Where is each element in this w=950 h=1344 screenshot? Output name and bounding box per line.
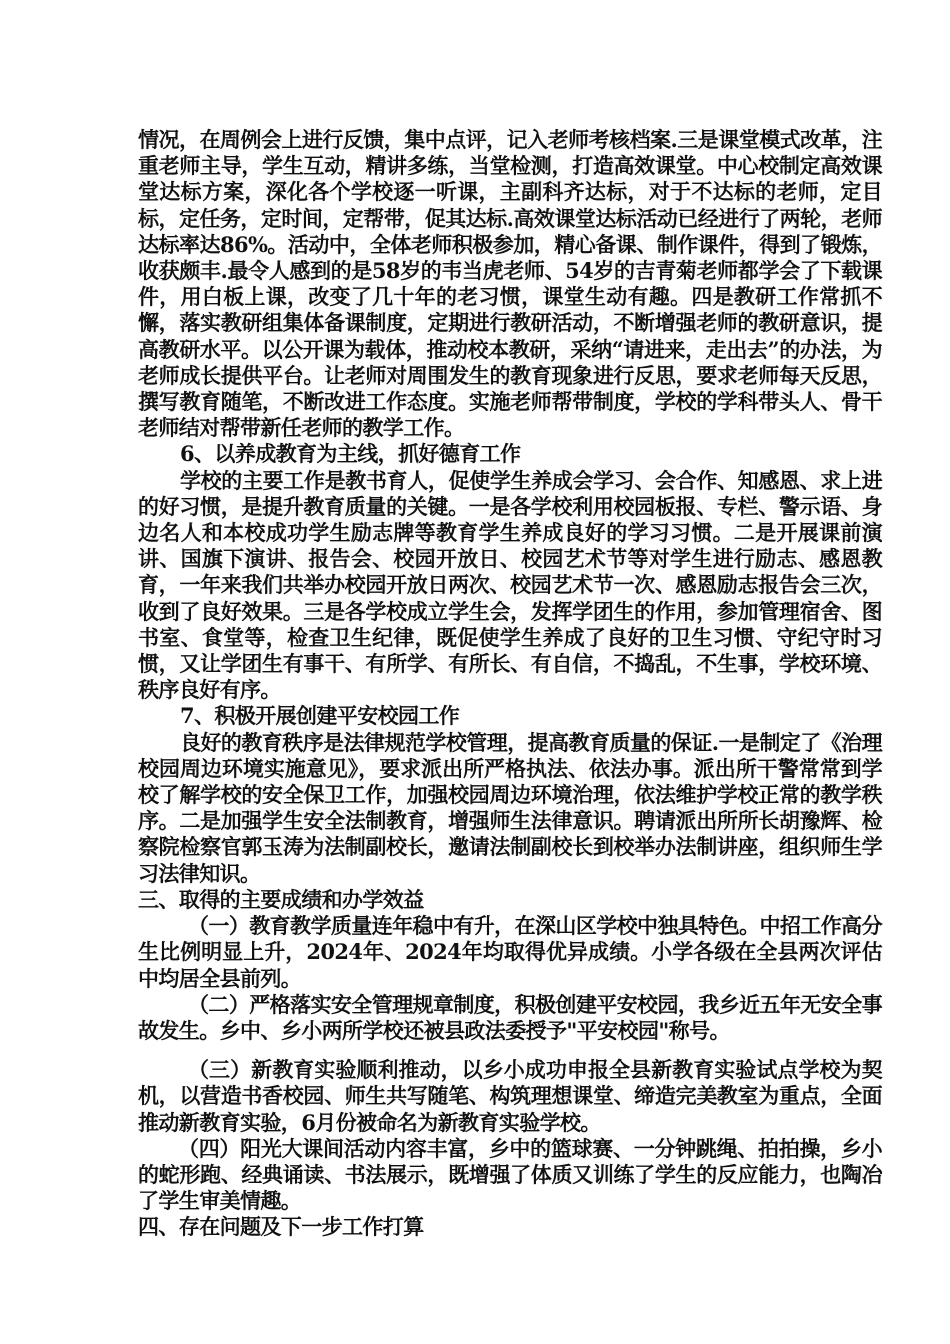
paragraph-achievement-1: （一）教育教学质量连年稳中有升，在深山区学校中独具特色。中招工作高分生比例明显上升，2024年、2024年均取得优异成绩。小学各级在全县两次评估中均居全县前列。 [138,913,882,991]
paragraph-safe-campus: 良好的教育秩序是法律规范学校管理，提高教育质量的保证.一是制定了《治理校园周边环境实施意见》，要求派出所严格执法、依法办事。派出所干警常常到学校了解学校的安全保卫工作，加强校园周边环境治理，依法维护学校正常的教学秩序。二是加强学生安全法制教育，增强师生法律意识。聘请派出所所长胡豫辉、检察院检察官郭玉涛为法制副校长，邀请法制副校长到校举办法制讲座，组织师生学习法律知识。 [138,729,882,886]
paragraph-achievement-3: （三）新教育实验顺利推动，以乡小成功申报全县新教育实验试点学校为契机，以营造书香校园、师生共写随笔、构筑理想课堂、缔造完美教室为重点，全面推动新教育实验，6月份被命名为新教育实验学校。 [138,1057,882,1135]
section-heading-problems: 四、存在问题及下一步工作打算 [138,1214,424,1240]
document-body [138,127,882,1241]
heading-safe-campus: 7、积极开展创建平安校园工作 [180,703,460,729]
heading-moral-education: 6、以养成教育为主线，抓好德育工作 [180,441,521,467]
paragraph-achievement-2: （二）严格落实安全管理规章制度，积极创建平安校园，我乡近五年无安全事故发生。乡中、乡小两所学校还被县政法委授予"平安校园"称号。 [138,991,882,1043]
paragraph-moral-education: 学校的主要工作是教书育人，促使学生养成会学习、会合作、知感恩、求上进的好习惯，是提升教育质量的关键。一是各学校利用校园板报、专栏、警示语、身边名人和本校成功学生励志牌等教育学生养成良好的学习习惯。二是开展课前演讲、国旗下演讲、报告会、校园开放日、校园艺术节等对学生进行励志、感恩教育，一年来我们共举办校园开放日两次、校园艺术节一次、感恩励志报告会三次，收到了良好效果。三是各学校成立学生会，发挥学团生的作用，参加管理宿舍、图书室、食堂等，检查卫生纪律，既促使学生养成了良好的卫生习惯、守纪守时习惯，又让学团生有事干、有所学、有所长、有自信，不捣乱，不生事，学校环境、秩序良好有序。 [138,467,882,703]
paragraph-gap [138,1044,882,1057]
section-heading-achievements: 三、取得的主要成绩和办学效益 [138,886,424,912]
paragraph-teaching-reform: 情况，在周例会上进行反馈，集中点评，记入老师考核档案.三是课堂模式改革，注重老师主导，学生互动，精讲多练，当堂检测，打造高效课堂。中心校制定高效课堂达标方案，深化各个学校逐一听课，主副科齐达标，对于不达标的老师，定目标，定任务，定时间，定帮带，促其达标.高效课堂达标活动已经进行了两轮，老师达标率达86%。活动中，全体老师积极参加，精心备课、制作课件，得到了锻炼，收获颇丰.最令人感到的是58岁的韦当虎老师、54岁的吉青菊老师都学会了下载课件，用白板上课，改变了几十年的老习惯，课堂生动有趣。四是教研工作常抓不懈，落实教研组集体备课制度，定期进行教研活动，不断增强老师的教研意识，提高教研水平。以公开课为载体，推动校本教研，采纳“请进来，走出去”的办法，为老师成长提供平台。让老师对周围发生的教育现象进行反思，要求老师每天反思，撰写教育随笔，不断改进工作态度。实施老师帮带制度，学校的学科带头人、骨干老师结对帮带新任老师的教学工作。 [138,127,882,441]
paragraph-achievement-4: （四）阳光大课间活动内容丰富，乡中的篮球赛、一分钟跳绳、拍拍操，乡小的蛇形跑、经典诵读、书法展示，既增强了体质又训练了学生的反应能力，也陶冶了学生审美情趣。 [138,1135,882,1214]
